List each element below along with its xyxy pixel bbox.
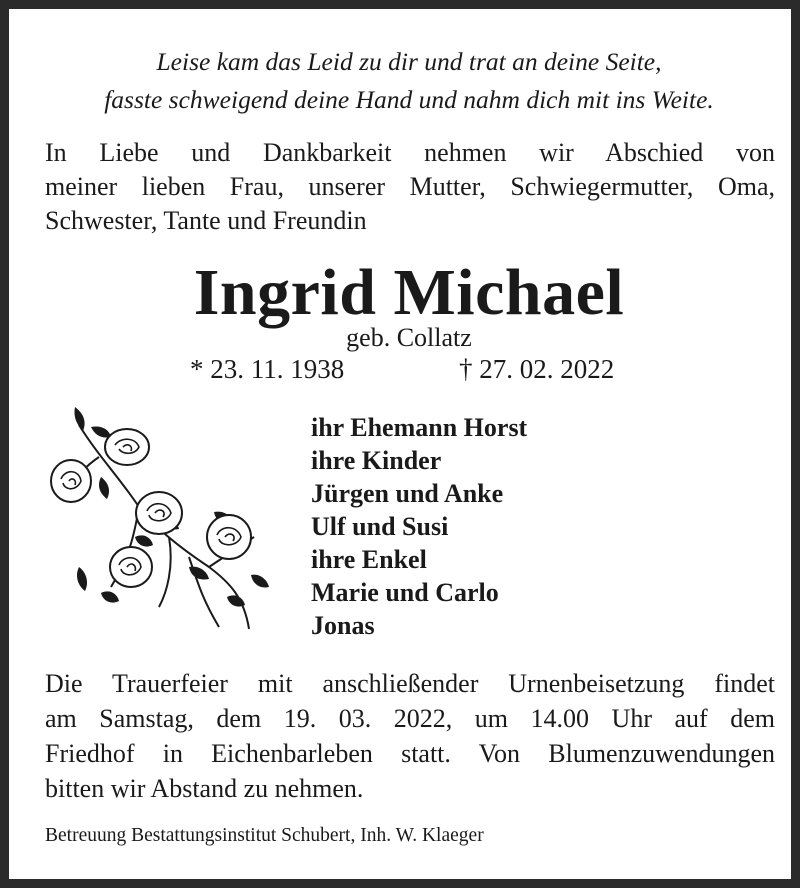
- rose-branch-icon: [39, 397, 289, 637]
- notice-line-4: bitten wir Abstand zu nehmen.: [45, 774, 364, 803]
- family-line: Jonas: [311, 611, 375, 640]
- funeral-notice: [45, 666, 775, 806]
- family-line: Marie und Carlo: [311, 578, 499, 607]
- birth-date: * 23. 11. 1938: [190, 354, 345, 384]
- notice-line-2: am Samstag, dem 19. 03. 2022, um 14.00 Uhr auf dem: [45, 704, 775, 733]
- notice-line-3: Friedhof in Eichenbarleben statt. Von Blumenzuwendungen: [45, 739, 775, 768]
- funeral-home-credit: Betreuung Bestattungsinstitut Schubert, Inh. W. Klaeger: [45, 825, 484, 846]
- deceased-name: Ingrid Michael: [193, 256, 625, 329]
- farewell-line-2: meiner lieben Frau, unserer Mutter, Schwiegermutter, Oma,: [45, 172, 775, 201]
- family-line: ihre Kinder: [311, 446, 442, 475]
- farewell-line-1: In Liebe und Dankbarkeit nehmen wir Abschied von: [45, 138, 775, 167]
- family-line: ihr Ehemann Horst: [311, 413, 528, 442]
- family-line: Jürgen und Anke: [311, 479, 504, 508]
- notice-line-1: Die Trauerfeier mit anschließender Urnenbeisetzung findet: [45, 669, 775, 698]
- memorial-verse: [29, 43, 789, 119]
- farewell-text: [45, 136, 775, 238]
- verse-line-2: fasste schweigend deine Hand und nahm dich mit ins Weite.: [104, 85, 714, 114]
- maiden-name: geb. Collatz: [346, 323, 472, 352]
- death-date: † 27. 02. 2022: [459, 354, 615, 384]
- family-line: ihre Enkel: [311, 545, 427, 574]
- family-list: [311, 411, 527, 642]
- verse-line-1: Leise kam das Leid zu dir und trat an deine Seite,: [156, 47, 662, 76]
- family-line: Ulf und Susi: [311, 512, 449, 541]
- farewell-line-3: Schwester, Tante und Freundin: [45, 206, 367, 235]
